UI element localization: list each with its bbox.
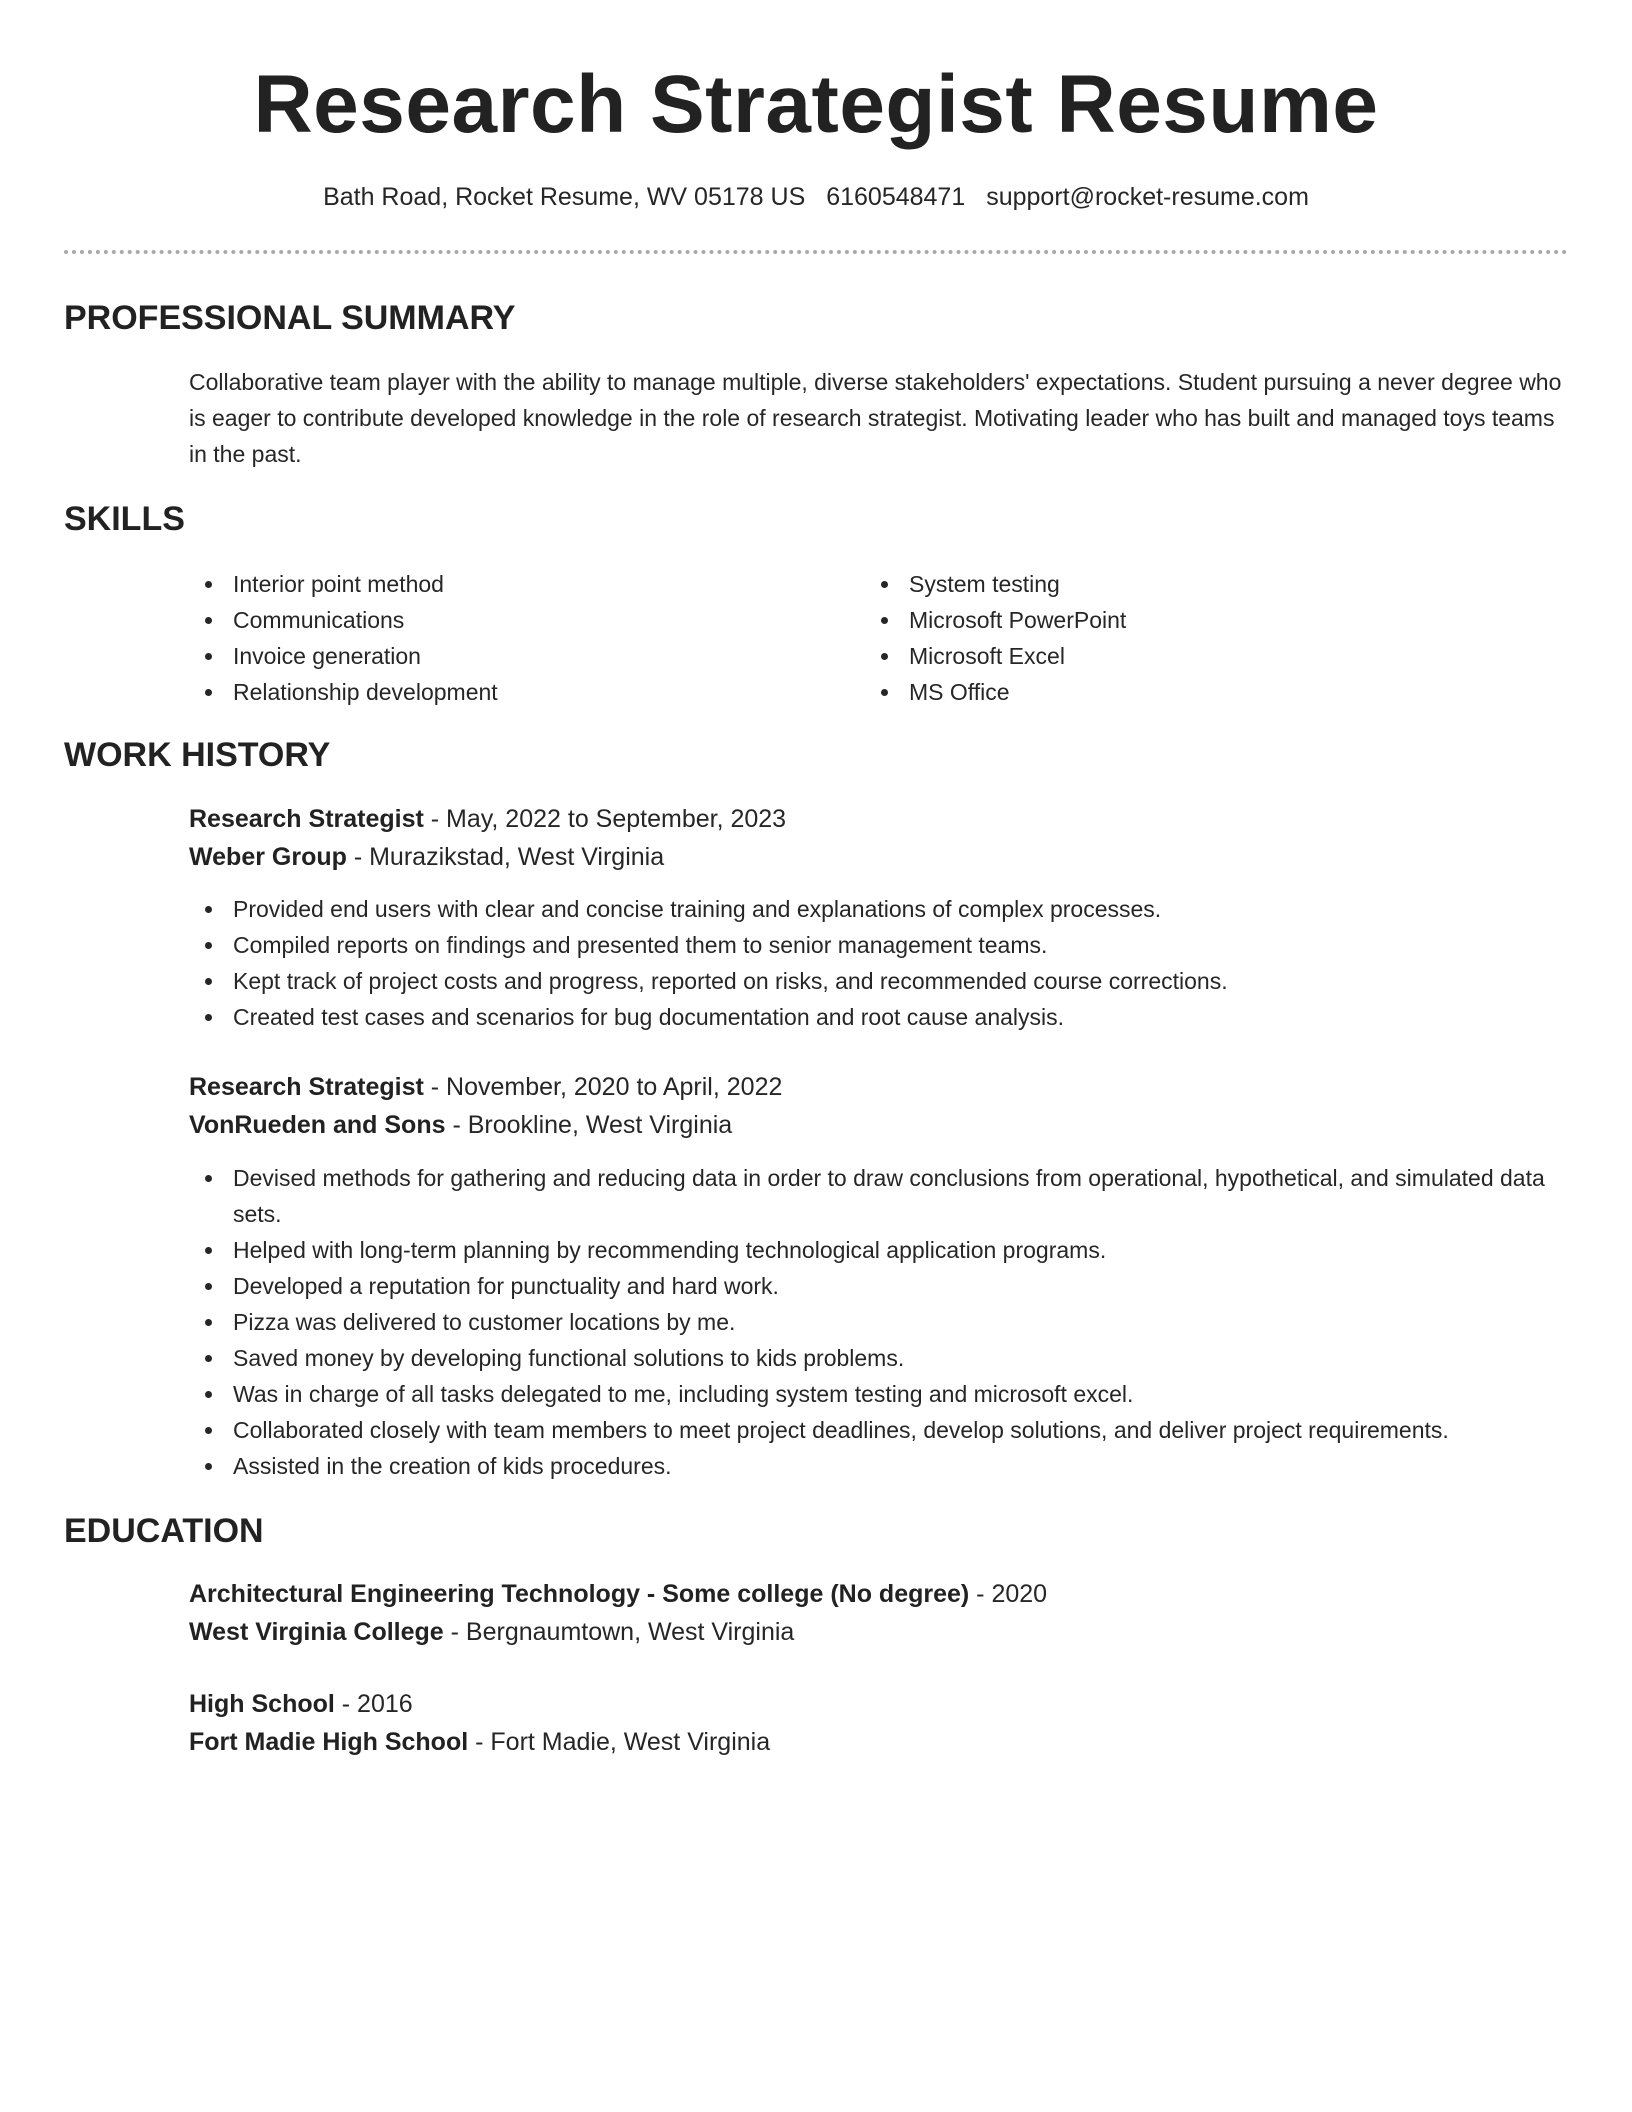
job-title-line	[189, 800, 786, 838]
skills-right-list	[865, 566, 1505, 710]
responsibility-item: Pizza was delivered to customer locations by me.	[189, 1304, 1579, 1340]
education-year: - 2016	[334, 1690, 413, 1718]
education-degree-line	[189, 1685, 413, 1723]
job-dates: - November, 2020 to April, 2022	[423, 1073, 783, 1101]
education-location: - Fort Madie, West Virginia	[468, 1728, 771, 1756]
job-company: VonRueden and Sons	[189, 1111, 446, 1139]
header-divider	[64, 250, 1568, 254]
education-heading: EDUCATION	[64, 1512, 264, 1550]
skill-item: System testing	[865, 566, 1505, 602]
work-history-heading: WORK HISTORY	[64, 736, 331, 774]
job-title: Research Strategist	[189, 1073, 424, 1101]
job-title: Research Strategist	[189, 805, 424, 833]
responsibility-item: Compiled reports on findings and presented them to senior management teams.	[189, 927, 1579, 963]
summary-heading: PROFESSIONAL SUMMARY	[64, 299, 516, 337]
education-degree-line	[189, 1575, 1047, 1613]
summary-text: Collaborative team player with the ability to manage multiple, diverse stakeholders' expectations. Student pursuing a never degree who is eager to contribute developed knowledge in the role of research strategist. Motivating leader who has built and managed toys teams in the past.	[189, 369, 1562, 467]
skills-heading: SKILLS	[64, 500, 185, 538]
job-location: - Murazikstad, West Virginia	[346, 843, 665, 871]
skill-item: Relationship development	[189, 674, 829, 710]
skill-item: Communications	[189, 602, 829, 638]
job-location: - Brookline, West Virginia	[445, 1111, 733, 1139]
job-dates: - May, 2022 to September, 2023	[423, 805, 787, 833]
responsibility-item: Saved money by developing functional solutions to kids problems.	[189, 1340, 1579, 1376]
responsibility-item: Provided end users with clear and concise training and explanations of complex processes.	[189, 891, 1579, 927]
job-responsibilities	[189, 891, 1579, 1035]
job-company: Weber Group	[189, 843, 347, 871]
education-year: - 2020	[969, 1580, 1048, 1608]
education-school: Fort Madie High School	[189, 1728, 469, 1756]
contact-line	[0, 180, 1632, 214]
skills-left-column	[189, 566, 829, 710]
responsibility-item: Was in charge of all tasks delegated to me, including system testing and microsoft excel.	[189, 1376, 1579, 1412]
job-company-line	[189, 838, 664, 876]
education-school-line	[189, 1723, 770, 1761]
skill-item: MS Office	[865, 674, 1505, 710]
responsibility-item: Developed a reputation for punctuality and hard work.	[189, 1268, 1579, 1304]
skill-item: Interior point method	[189, 566, 829, 602]
contact-address: Bath Road, Rocket Resume, WV 05178 US	[323, 183, 806, 211]
job-title-line	[189, 1068, 782, 1106]
education-location: - Bergnaumtown, West Virginia	[443, 1618, 795, 1646]
education-school: West Virginia College	[189, 1618, 444, 1646]
contact-email: support@rocket-resume.com	[986, 183, 1309, 211]
responsibility-item: Devised methods for gathering and reducing data in order to draw conclusions from operational, hypothetical, and simulated data sets.	[189, 1160, 1579, 1232]
job-responsibilities	[189, 1160, 1579, 1484]
responsibility-item: Collaborated closely with team members to meet project deadlines, develop solutions, and deliver project requirements.	[189, 1412, 1579, 1448]
job-company-line	[189, 1106, 732, 1144]
education-degree: High School	[189, 1690, 335, 1718]
skill-item: Invoice generation	[189, 638, 829, 674]
skill-item: Microsoft PowerPoint	[865, 602, 1505, 638]
responsibility-item: Helped with long-term planning by recommending technological application programs.	[189, 1232, 1579, 1268]
resume-title: Research Strategist Resume	[253, 59, 1379, 150]
contact-phone: 6160548471	[826, 183, 966, 211]
responsibility-item: Kept track of project costs and progress, reported on risks, and recommended course corrections.	[189, 963, 1579, 999]
education-school-line	[189, 1613, 794, 1651]
responsibility-item: Assisted in the creation of kids procedures.	[189, 1448, 1579, 1484]
skill-item: Microsoft Excel	[865, 638, 1505, 674]
responsibility-item: Created test cases and scenarios for bug documentation and root cause analysis.	[189, 999, 1579, 1035]
education-degree: Architectural Engineering Technology - Some college (No degree)	[189, 1580, 970, 1608]
skills-left-list	[189, 566, 829, 710]
skills-right-column	[865, 566, 1505, 710]
